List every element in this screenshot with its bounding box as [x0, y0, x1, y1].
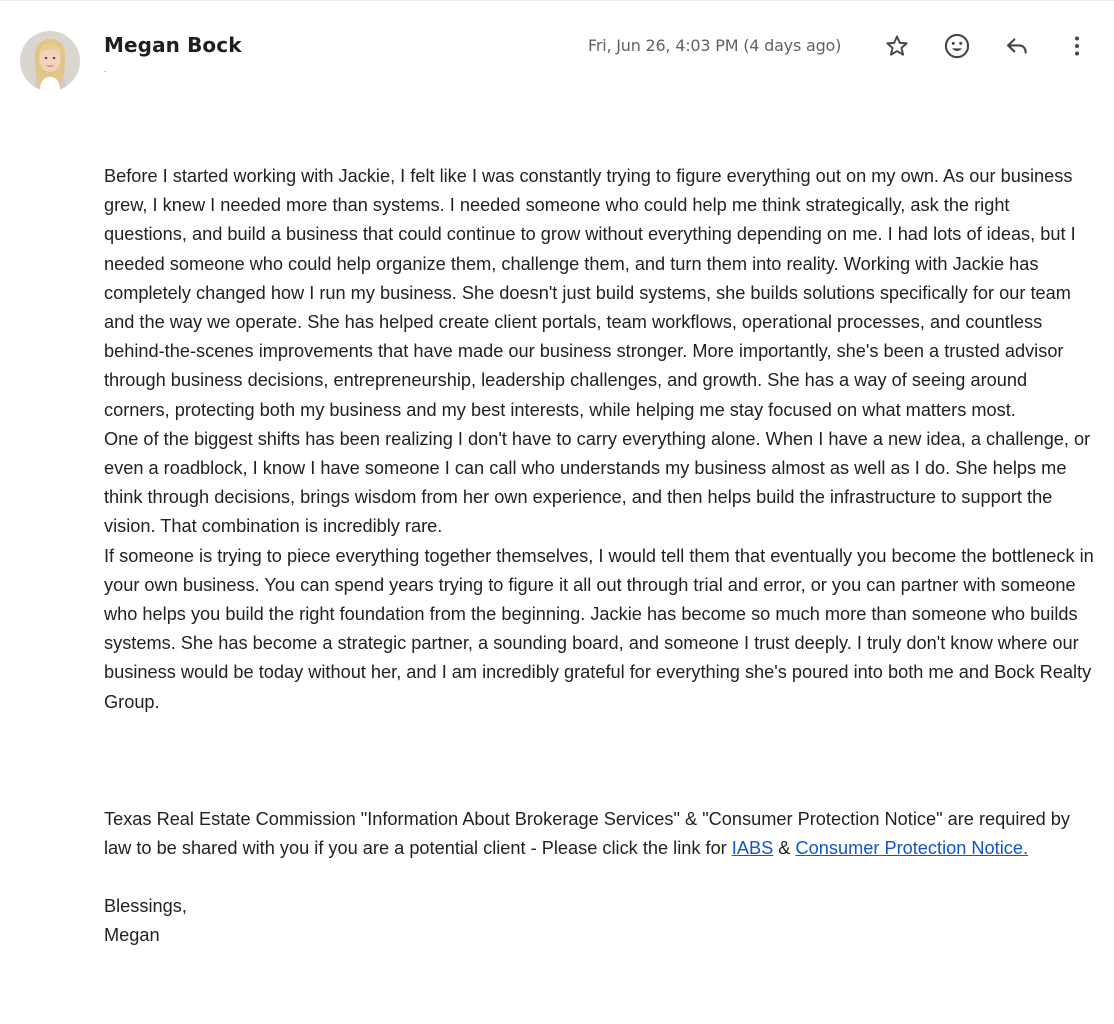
link-separator: & [773, 838, 796, 859]
trec-notice [104, 805, 1094, 863]
add-reaction-button[interactable] [937, 26, 977, 66]
email-body [104, 162, 1094, 951]
more-options-button[interactable] [1057, 26, 1097, 66]
recipient-hint [104, 71, 106, 72]
body-paragraph-3: If someone is trying to piece everything together themselves, I would tell them that eventually you become the bottleneck in your own business. You can spend years trying to figure it all out through trial and error, or you can partner with someone who helps you build the right foundation from the beginning. Jackie has become so much more than someone who builds systems. She has become a strategic partner, a sounding board, and someone I trust deeply. I truly don't know where our business would be today without her, and I am incredibly grateful for everything she's poured into both me and Bock Realty Group. [104, 545, 1094, 712]
more-options-icon [1065, 34, 1089, 58]
header-divider [0, 0, 1114, 1]
reply-icon [1004, 33, 1030, 59]
star-icon [884, 33, 910, 59]
spacer [104, 863, 1094, 892]
spacer [104, 717, 1094, 805]
signoff: Blessings, [104, 896, 187, 917]
reply-button[interactable] [997, 26, 1037, 66]
email-date: Fri, Jun 26, 4:03 PM (4 days ago) [588, 36, 842, 55]
iabs-link[interactable]: IABS [731, 838, 774, 859]
emoji-reaction-icon [943, 32, 971, 60]
sender-name[interactable]: Megan Bock [104, 33, 242, 57]
trec-notice-text: Texas Real Estate Commission "Information About Brokerage Services" & "Consumer Protection Notice" are required by law to be shared with you if you are a potential client - Please click the link for [104, 808, 1070, 859]
sender-avatar[interactable] [20, 31, 80, 91]
signature: Megan [104, 925, 160, 946]
body-paragraph-2: One of the biggest shifts has been realizing I don't have to carry everything alone. When I have a new idea, a challenge, or even a roadblock, I know I have someone I can call who understands my business almost as well as I do. She helps me think through decisions, brings wisdom from her own experience, and then helps build the infrastructure to support the vision. That combination is incredibly rare. [104, 428, 1091, 537]
star-button[interactable] [877, 26, 917, 66]
body-paragraph-1: Before I started working with Jackie, I felt like I was constantly trying to figure everything out on my own. As our business grew, I knew I needed more than systems. I needed someone who could help me think strategically, ask the right questions, and build a business that could continue to grow without everything depending on me. I had lots of ideas, but I needed someone who could help organize them, challenge them, and turn them into reality. Working with Jackie has completely changed how I run my business. She doesn't just build systems, she builds solutions specifically for our team and the way we operate. She has helped create client portals, team workflows, operational processes, and countless behind-the-scenes improvements that have made our business stronger. More importantly, she's been a trusted advisor through business decisions, entrepreneurship, leadership challenges, and growth. She has a way of seeing around corners, protecting both my business and my best interests, while helping me stay focused on what matters most. [104, 166, 1076, 420]
consumer-protection-link[interactable]: Consumer Protection Notice. [795, 838, 1028, 859]
